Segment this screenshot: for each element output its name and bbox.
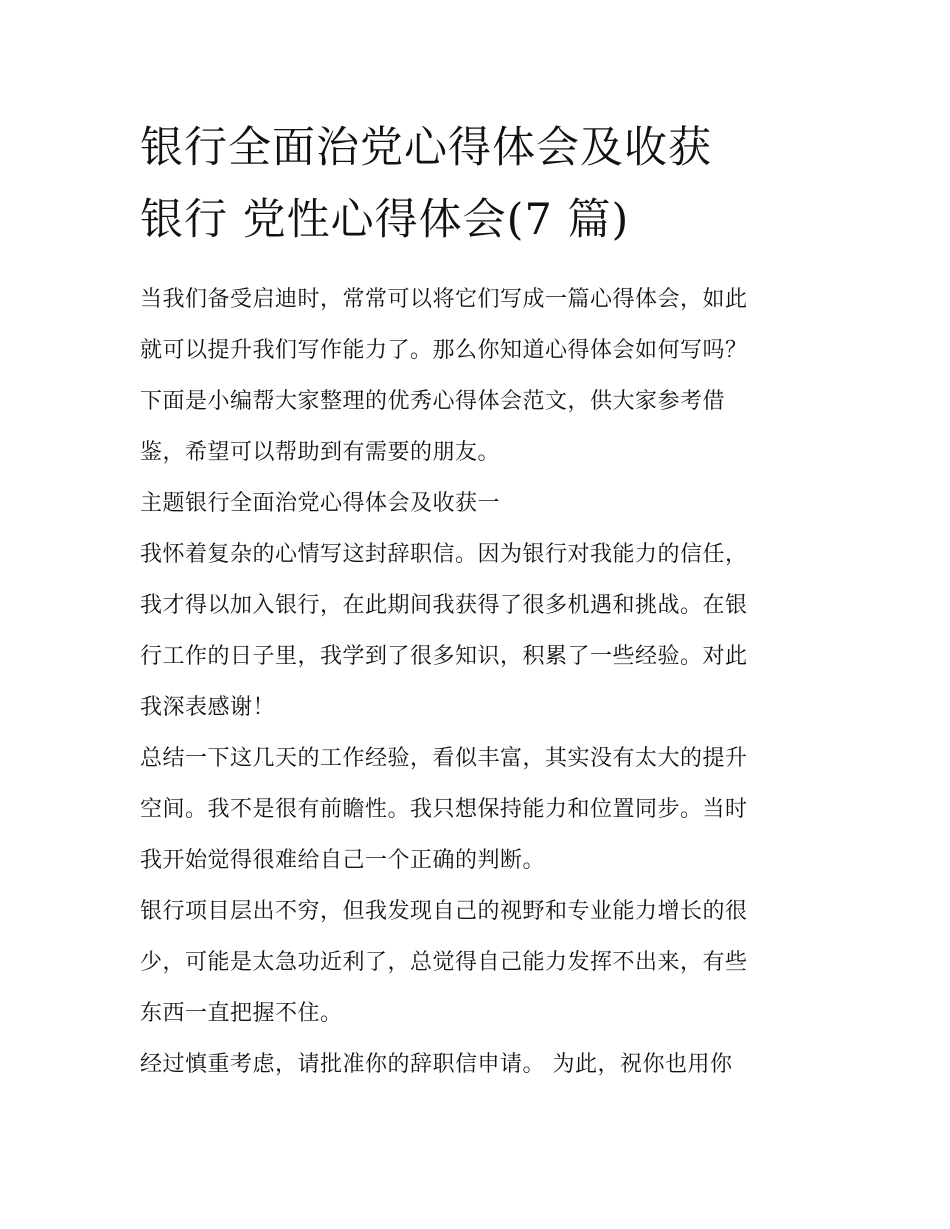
text-line: 我开始觉得很难给自己一个正确的判断。 <box>140 848 546 873</box>
text-line: 行工作的日子里，我学到了很多知识，积累了一些经验。对此 <box>140 644 748 669</box>
text-line: 我深表感谢！ <box>140 695 276 720</box>
text-line: 经过慎重考虑，请批准你的辞职信申请。 为此，祝你也用你 <box>140 1052 733 1077</box>
intro-paragraph <box>140 274 820 478</box>
text-line: 鉴，希望可以帮助到有需要的朋友。 <box>140 440 501 465</box>
body-paragraph <box>140 733 820 886</box>
body-paragraph <box>140 1039 820 1090</box>
title-line: 银行 党性心得体会(7 篇) <box>140 195 630 245</box>
text-line: 空间。我不是很有前瞻性。我只想保持能力和位置同步。当时 <box>140 797 748 822</box>
document-page <box>140 112 820 1090</box>
text-line: 就可以提升我们写作能力了。那么你知道心得体会如何写吗？ <box>140 338 748 363</box>
text-line: 总结一下这几天的工作经验，看似丰富，其实没有太大的提升 <box>140 746 748 771</box>
text-line: 东西一直把握不住。 <box>140 1001 343 1026</box>
body-paragraph <box>140 886 820 1039</box>
text-line: 银行项目层出不穷，但我发现自己的视野和专业能力增长的很 <box>140 899 748 924</box>
document-body <box>140 274 820 1090</box>
body-paragraph <box>140 529 820 733</box>
text-line: 我才得以加入银行，在此期间我获得了很多机遇和挑战。在银 <box>140 593 748 618</box>
title-line: 银行全面治党心得体会及收获 <box>140 123 712 173</box>
text-line: 少，可能是太急功近利了，总觉得自己能力发挥不出来，有些 <box>140 950 748 975</box>
text-line: 主题银行全面治党心得体会及收获一 <box>140 491 501 516</box>
document-title <box>140 112 820 256</box>
text-line: 下面是小编帮大家整理的优秀心得体会范文，供大家参考借 <box>140 389 726 414</box>
text-line: 我怀着复杂的心情写这封辞职信。因为银行对我能力的信任， <box>140 542 748 567</box>
section-heading <box>140 478 820 529</box>
text-line: 当我们备受启迪时，常常可以将它们写成一篇心得体会，如此 <box>140 287 748 312</box>
